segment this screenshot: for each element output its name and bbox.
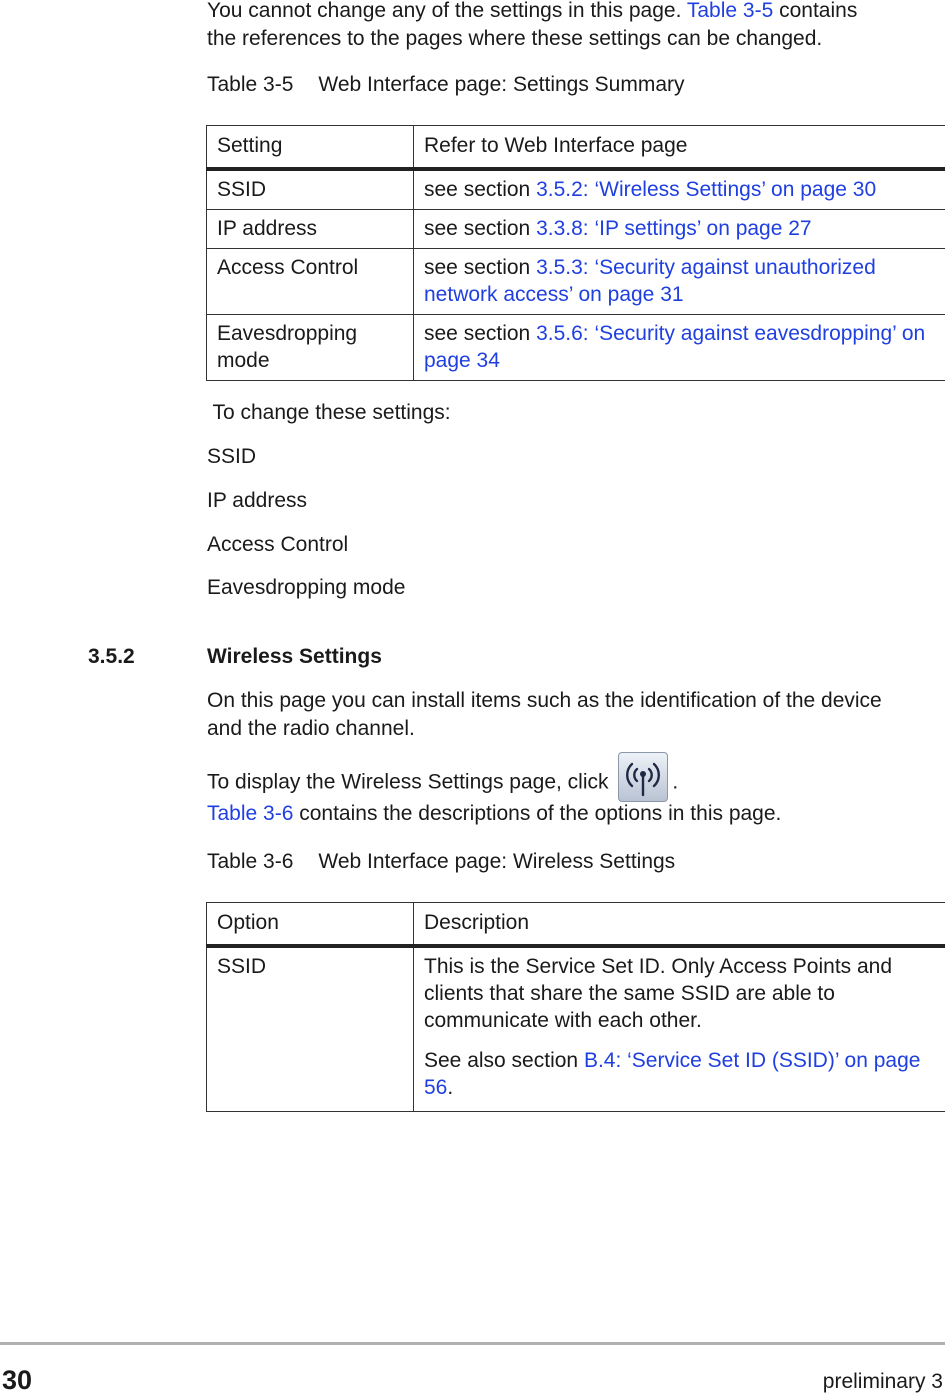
wireless-settings-button[interactable]: [618, 752, 668, 802]
para2-text: To display the Wireless Settings page, click: [207, 771, 614, 794]
antenna-icon: [619, 753, 667, 801]
para1-line1: On this page you can install items such as the identification of the device: [207, 689, 882, 712]
setting-cell: IP address: [207, 210, 414, 249]
caption-number: Table 3-6: [207, 850, 293, 873]
table-row: [207, 946, 945, 1112]
reference-cell: [414, 210, 945, 249]
footer-label: preliminary 3: [823, 1368, 943, 1396]
intro-paragraph: [207, 0, 937, 53]
table-3-6-link[interactable]: Table 3-6: [207, 802, 293, 825]
table-row: [207, 169, 945, 210]
reference-link[interactable]: 3.5.3: ‘Security against unauthorized network access’ on page 31: [424, 256, 876, 306]
para1-line2: and the radio channel.: [207, 717, 415, 740]
change-item-ssid: SSID: [207, 443, 256, 471]
reference-cell: [414, 315, 945, 381]
table-header-row: [207, 903, 945, 947]
section-paragraph-1: [207, 687, 945, 743]
see-also: [424, 1047, 935, 1101]
see-also-link[interactable]: B.4: ‘Service Set ID (SSID)’ on page 56: [424, 1049, 920, 1099]
caption-title: Web Interface page: Wireless Settings: [318, 850, 675, 873]
reference-cell: [414, 249, 945, 315]
reference-prefix: see section: [424, 256, 536, 279]
table-3-5-caption: [207, 71, 685, 99]
see-also-period: .: [447, 1076, 453, 1099]
table-row: [207, 210, 945, 249]
reference-prefix: see section: [424, 322, 536, 345]
change-item-ip: IP address: [207, 487, 307, 515]
para3-text: contains the descriptions of the options in this page.: [293, 802, 781, 825]
header-option: Option: [207, 903, 414, 947]
change-settings-label: To change these settings:: [207, 399, 451, 427]
wireless-settings-table: [206, 902, 945, 1112]
intro-text: You cannot change any of the settings in this page.: [207, 0, 687, 22]
reference-link[interactable]: 3.5.6: ‘Security against eavesdropping’ on page 34: [424, 322, 925, 372]
table-header-row: [207, 126, 945, 170]
description-cell: [414, 946, 945, 1112]
intro-line-2: the references to the pages where these settings can be changed.: [207, 27, 822, 50]
table-3-6-caption: [207, 848, 675, 876]
change-item-access: Access Control: [207, 531, 348, 559]
reference-cell: [414, 169, 945, 210]
setting-cell: SSID: [207, 169, 414, 210]
caption-number: Table 3-5: [207, 73, 293, 96]
table-row: [207, 249, 945, 315]
reference-prefix: see section: [424, 217, 536, 240]
description-text: This is the Service Set ID. Only Access Points and clients that share the same SSID are able to communicate with each other.: [424, 953, 935, 1034]
option-cell: SSID: [207, 946, 414, 1112]
change-item-eavesdropping: Eavesdropping mode: [207, 574, 405, 602]
header-setting: Setting: [207, 126, 414, 170]
see-also-prefix: See also section: [424, 1049, 584, 1072]
reference-link[interactable]: 3.3.8: ‘IP settings’ on page 27: [536, 217, 812, 240]
header-description: Description: [414, 903, 945, 947]
setting-cell: Access Control: [207, 249, 414, 315]
reference-prefix: see section: [424, 178, 536, 201]
intro-text-after: contains: [773, 0, 857, 22]
settings-summary-table: [206, 125, 945, 381]
setting-cell: Eavesdropping mode: [207, 315, 414, 381]
table-row: [207, 315, 945, 381]
reference-link[interactable]: 3.5.2: ‘Wireless Settings’ on page 30: [536, 178, 876, 201]
para2-period: .: [672, 771, 678, 794]
section-number: 3.5.2: [88, 643, 135, 671]
section-title: Wireless Settings: [207, 643, 382, 671]
footer-rule: [0, 1342, 945, 1345]
section-paragraph-3: [207, 800, 781, 828]
table-3-5-link[interactable]: Table 3-5: [687, 0, 773, 22]
header-refer: Refer to Web Interface page: [414, 126, 945, 170]
caption-title: Web Interface page: Settings Summary: [318, 73, 684, 96]
page-number: 30: [2, 1365, 32, 1395]
